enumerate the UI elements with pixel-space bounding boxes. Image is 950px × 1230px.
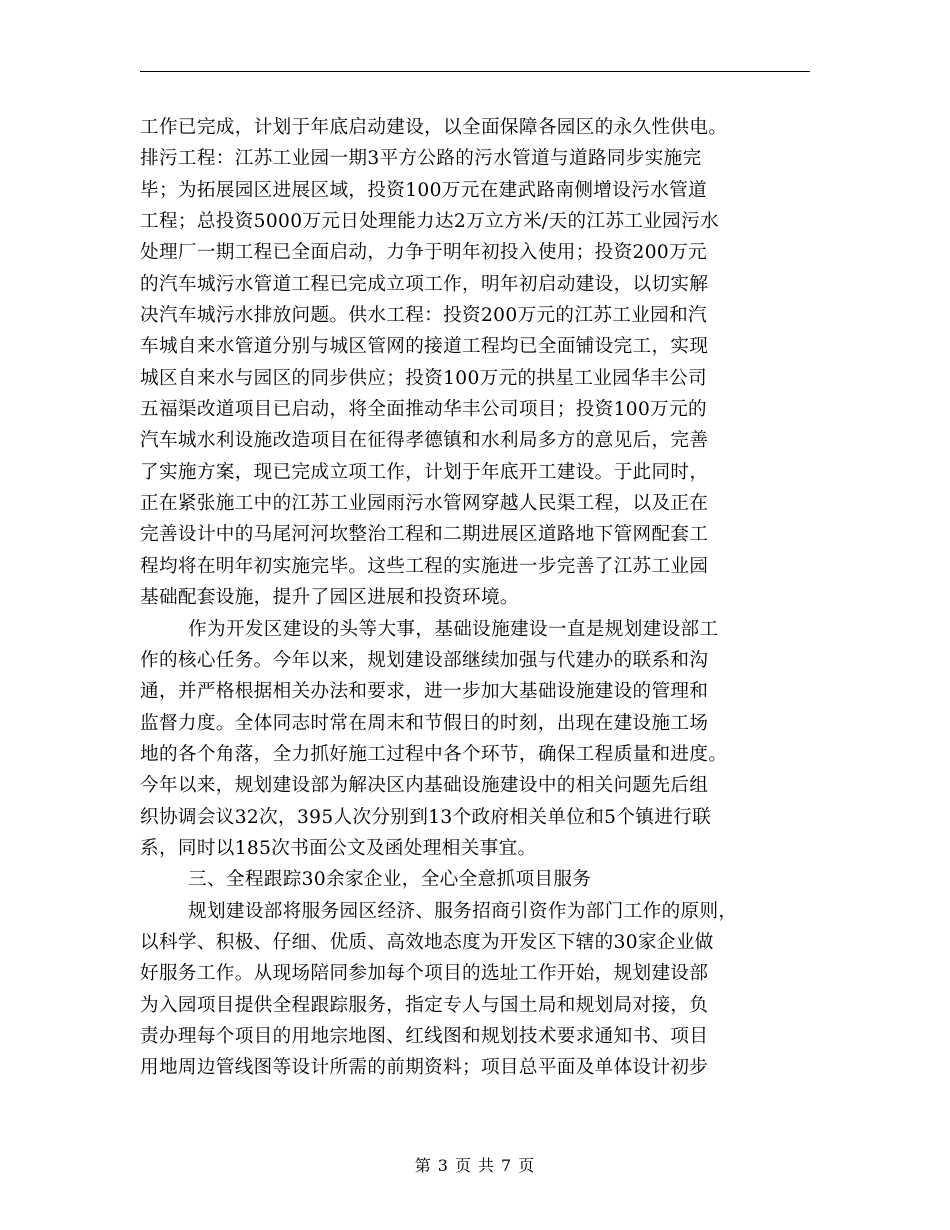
text-line: 作为开发区建设的头等大事，基础设施建设一直是规划建设部工: [188, 618, 719, 640]
text-line: 正在紧张施工中的江苏工业园雨污水管网穿越人民渠工程，以及正在: [140, 493, 709, 515]
text-line: 责办理每个项目的用地宗地图、红线图和规划技术要求通知书、项目: [140, 1025, 709, 1047]
text-line: 程均将在明年初实施完毕。这些工程的实施进一步完善了江苏工业园: [140, 555, 709, 577]
text-line: 地的各个角落，全力抓好施工过程中各个环节，确保工程质量和进度。: [140, 743, 728, 765]
page-footer: [0, 1153, 950, 1176]
footer-total-pages: 7: [501, 1156, 513, 1175]
text-line: 织协调会议32次，395人次分别到13个政府相关单位和5个镇进行联: [140, 806, 712, 828]
text-line: 好服务工作。从现场陪同参加每个项目的选址工作开始，规划建设部: [140, 963, 709, 985]
text-line: 五福渠改道项目已启动，将全面推动华丰公司项目；投资100万元的: [140, 399, 707, 421]
text-line: 以科学、积极、仔细、优质、高效地态度为开发区下辖的30家企业做: [140, 931, 714, 953]
text-line: 排污工程：江苏工业园一期3平方公路的污水管道与道路同步实施完: [140, 148, 702, 170]
text-line: 了实施方案，现已完成立项工作，计划于年底开工建设。于此同时，: [140, 461, 709, 483]
text-line: 完善设计中的马尾河河坎整治工程和二期进展区道路地下管网配套工: [140, 524, 709, 546]
text-line: 基础配套设施，提升了园区进展和投资环境。: [140, 587, 519, 609]
text-line: 今年以来，规划建设部为解决区内基础设施建设中的相关问题先后组: [140, 775, 709, 797]
text-line: 的汽车城污水管道工程已完成立项工作，明年初启动建设，以切实解: [140, 273, 709, 295]
text-line: 规划建设部将服务园区经济、服务招商引资作为部门工作的原则，: [188, 900, 738, 922]
text-line: 车城自来水管道分别与城区管网的接道工程均已全面铺设完工，实现: [140, 336, 709, 358]
text-line: 工程；总投资5000万元日处理能力达2万立方米/天的江苏工业园污水: [140, 211, 719, 233]
text-line: 监督力度。全体同志时常在周末和节假日的时刻，出现在建设施工场: [140, 712, 709, 734]
text-line: 为入园项目提供全程跟踪服务，指定专人与国土局和规划局对接，负: [140, 994, 709, 1016]
text-line: 三、全程跟踪30余家企业，全心全意抓项目服务: [188, 869, 592, 891]
text-line: 通，并严格根据相关办法和要求，进一步加大基础设施建设的管理和: [140, 681, 709, 703]
text-line: 用地周边管线图等设计所需的前期资料；项目总平面及单体设计初步: [140, 1057, 709, 1079]
document-body: [140, 112, 812, 1084]
footer-total-word: 共: [478, 1156, 496, 1175]
text-line: 系，同时以185次书面公文及函处理相关事宜。: [140, 837, 537, 859]
header-rule: [140, 71, 810, 72]
footer-current-page: 3: [437, 1156, 449, 1175]
text-line: 城区自来水与园区的同步供应；投资100万元的拱星工业园华丰公司: [140, 367, 707, 389]
footer-suffix: 页: [518, 1156, 536, 1175]
text-line: 工作已完成，计划于年底启动建设，以全面保障各园区的永久性供电。: [140, 117, 728, 138]
text-line: 决汽车城污水排放问题。供水工程：投资200万元的江苏工业园和汽: [140, 305, 707, 327]
text-line: 作的核心任务。今年以来，规划建设部继续加强与代建办的联系和沟: [140, 649, 709, 671]
footer-page-word: 页: [454, 1156, 472, 1175]
text-line: 汽车城水利设施改造项目在征得孝德镇和水利局多方的意见后，完善: [140, 430, 709, 452]
text-line: 毕；为拓展园区进展区域，投资100万元在建武路南侧增设污水管道: [140, 179, 707, 201]
footer-prefix: 第: [414, 1156, 432, 1175]
text-line: 处理厂一期工程已全面启动，力争于明年初投入使用；投资200万元: [140, 242, 707, 264]
